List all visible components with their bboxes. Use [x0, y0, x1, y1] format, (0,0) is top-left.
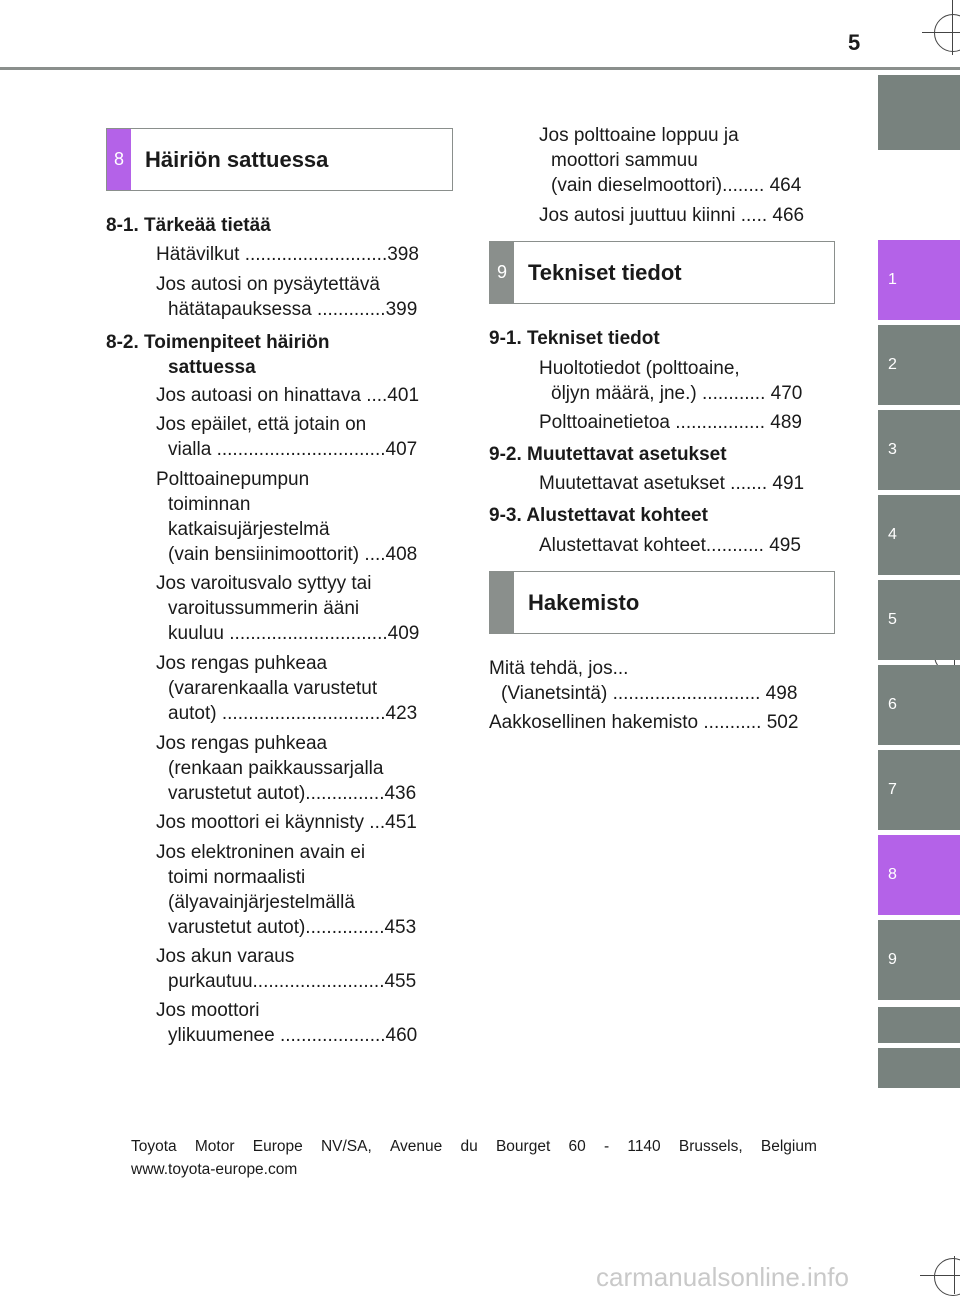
toc-line: 8-2. Toimenpiteet häiriön	[106, 332, 330, 353]
footer-address-word: -	[603, 1138, 610, 1155]
toc-line: ylikuumenee ....................460	[168, 1025, 418, 1046]
footer-address-word: 60	[568, 1138, 586, 1155]
footer-address-word: Bourget	[495, 1138, 551, 1155]
toc-line: katkaisujärjestelmä	[168, 519, 330, 540]
chapter-tab[interactable]	[878, 1007, 960, 1043]
toc-line: kuuluu ..............................409	[168, 623, 420, 644]
toc-line: Jos varoitusvalo syttyy tai	[156, 573, 372, 594]
section-title: Häiriön sattuessa	[145, 146, 329, 172]
chapter-tab[interactable]: 4	[878, 495, 960, 575]
watermark: carmanualsonline.info	[596, 1262, 849, 1292]
toc-line: varoitussummerin ääni	[168, 598, 360, 619]
chapter-tab[interactable]: 7	[878, 750, 960, 830]
section-title: Hakemisto	[528, 589, 640, 615]
toc-line: (vain bensiinimoottorit) ....408	[168, 544, 418, 565]
footer-address-word: Motor	[194, 1138, 235, 1155]
crop-mark-bottom	[920, 1250, 960, 1294]
footer-address-word: du	[460, 1138, 478, 1155]
section-header-index	[489, 571, 835, 634]
toc-line: Jos rengas puhkeaa	[156, 653, 328, 674]
section-number: 9	[490, 242, 514, 303]
toc-line: Muutettavat asetukset ....... 491	[539, 473, 805, 494]
toc-line: (älyavainjärjestelmällä	[168, 892, 355, 913]
chapter-tab[interactable]: 5	[878, 580, 960, 660]
toc-line: Jos autosi juuttuu kiinni ..... 466	[539, 205, 805, 226]
footer-address-word: Belgium	[760, 1138, 817, 1155]
footer-address-word: NV/SA,	[320, 1138, 372, 1155]
section-header-8	[106, 128, 453, 191]
toc-line: autot) ...............................423	[168, 703, 418, 724]
toc-line: Jos autosi on pysäytettävä	[156, 274, 380, 295]
footer-address-word: Europe	[252, 1138, 303, 1155]
toc-line: hätätapauksessa .............399	[168, 299, 418, 320]
chapter-tab[interactable]: 8	[878, 835, 960, 915]
chapter-tab[interactable]: 6	[878, 665, 960, 745]
toc-line: 8-1. Tärkeää tietää	[106, 215, 271, 236]
chapter-tab[interactable]: 1	[878, 240, 960, 320]
toc-line: (renkaan paikkaussarjalla	[168, 758, 384, 779]
footer	[131, 1135, 817, 1181]
toc-line: Aakkosellinen hakemisto ........... 502	[489, 712, 799, 733]
toc-line: Jos moottori	[156, 1000, 260, 1021]
section-number: 8	[107, 129, 131, 190]
section-number	[490, 572, 514, 633]
toc-line: toiminnan	[168, 494, 251, 515]
toc-line: (Vianetsintä) ............................ 498	[501, 683, 798, 704]
toc-line: 9-2. Muutettavat asetukset	[489, 444, 727, 465]
toc-line: Hätävilkut ...........................398	[156, 244, 419, 265]
toc-line: Alustettavat kohteet........... 495	[539, 535, 801, 556]
toc-line: Mitä tehdä, jos...	[489, 658, 629, 679]
footer-website: www.toyota-europe.com	[131, 1161, 298, 1178]
footer-address	[131, 1135, 817, 1158]
toc-line: Jos polttoaine loppuu ja	[539, 125, 739, 146]
toc-line: (vain dieselmoottori)........ 464	[551, 175, 802, 196]
toc-line: 9-3. Alustettavat kohteet	[489, 505, 708, 526]
chapter-tab[interactable]: 9	[878, 920, 960, 1000]
toc-line: toimi normaalisti	[168, 867, 306, 888]
footer-address-word: Avenue	[389, 1138, 443, 1155]
toc-line: Jos autoasi on hinattava ....401	[156, 385, 420, 406]
toc-line: Polttoainetietoa ................. 489	[539, 412, 802, 433]
toc-line: Jos epäilet, että jotain on	[156, 414, 367, 435]
toc-line: sattuessa	[168, 357, 256, 378]
toc-line: öljyn määrä, jne.) ............ 470	[551, 383, 803, 404]
toc-line: varustetut autot)...............436	[168, 783, 417, 804]
chapter-tab[interactable]: 3	[878, 410, 960, 490]
toc-line: Jos rengas puhkeaa	[156, 733, 328, 754]
top-rule	[0, 67, 960, 70]
toc-line: (vararenkaalla varustetut	[168, 678, 378, 699]
toc-line: Jos moottori ei käynnisty ...451	[156, 812, 417, 833]
chapter-tab[interactable]	[878, 1048, 960, 1088]
footer-address-word: 1140	[627, 1138, 661, 1155]
toc-line: Jos akun varaus	[156, 946, 295, 967]
toc-line: varustetut autot)...............453	[168, 917, 417, 938]
footer-address-word: Toyota	[131, 1138, 177, 1155]
chapter-tabs	[878, 0, 960, 1100]
section-header-9	[489, 241, 835, 304]
toc-line: Polttoainepumpun	[156, 469, 310, 490]
toc-line: vialla ................................407	[168, 439, 418, 460]
section-title: Tekniset tiedot	[528, 259, 682, 285]
toc-line: purkautuu.........................455	[168, 971, 417, 992]
toc-line: 9-1. Tekniset tiedot	[489, 328, 660, 349]
toc-line: moottori sammuu	[551, 150, 698, 171]
chapter-tab[interactable]: 2	[878, 325, 960, 405]
page-number: 5	[848, 30, 861, 55]
toc-line: Huoltotiedot (polttoaine,	[539, 358, 740, 379]
toc-line: Jos elektroninen avain ei	[156, 842, 366, 863]
footer-address-word: Brussels,	[678, 1138, 743, 1155]
chapter-tab[interactable]	[878, 75, 960, 150]
